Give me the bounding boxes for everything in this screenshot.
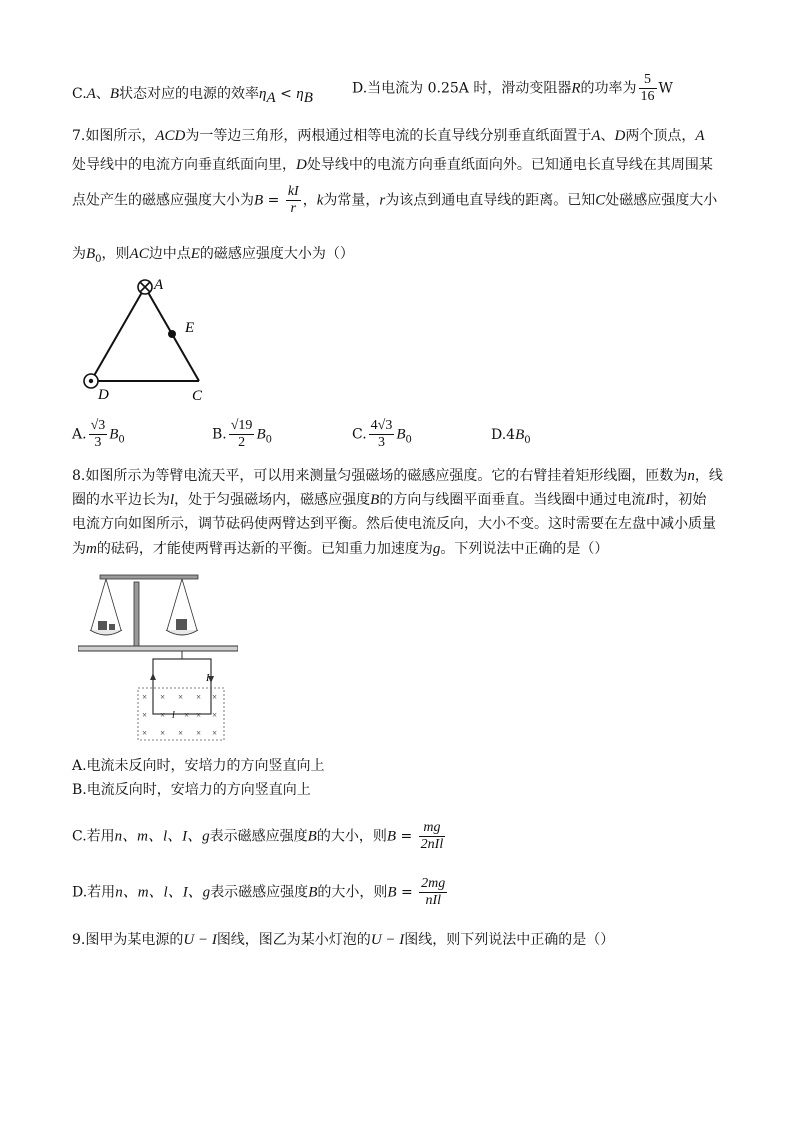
coil (153, 659, 211, 714)
svg-text:×: × (196, 710, 202, 720)
q7-line-1: 7.如图所示，ACD为一等边三角形，两根通过相等电流的长直导线分别垂直纸面置于A、D两个顶点，A (72, 128, 705, 144)
svg-text:×: × (178, 692, 184, 702)
side-ad (91, 287, 145, 381)
q8-line-3: 电流方向如图所示，调节砝码使两臂达到平衡。然后使电流反向，大小不变。这时需要在左盘中减小质量 (72, 516, 716, 532)
label-d: D (98, 387, 109, 403)
left-pan (90, 630, 122, 635)
current-into-page-icon (138, 280, 152, 294)
svg-text:×: × (160, 692, 166, 702)
svg-text:×: × (142, 692, 148, 702)
q8-option-b: B.电流反向时，安培力的方向竖直向上 (72, 782, 311, 798)
balance-beam (100, 575, 198, 579)
svg-text:×: × (160, 728, 166, 738)
q7-line-2: 处导线中的电流方向垂直纸面向里，D处导线中的电流方向垂直纸面向外。已知通电长直导线在其周围某 (72, 157, 713, 173)
coil-current-label: I (206, 673, 210, 684)
svg-text:×: × (212, 728, 218, 738)
q8-line-2: 圈的水平边长为l，处于匀强磁场内，磁感应强度B的方向与线圈平面垂直。当线圈中通过电流I时，初始 (72, 492, 707, 508)
right-weight (176, 619, 187, 630)
balance-base (78, 646, 238, 651)
q7-option-b: B. $\frac{√19}{2}$ $B_0$ (212, 418, 272, 450)
svg-text:×: × (196, 728, 202, 738)
label-a: A (154, 277, 164, 293)
q7-line-4: 为$B_0$，则AC边中点E的磁感应强度大小为（） (72, 246, 354, 265)
svg-text:×: × (142, 728, 148, 738)
q7-option-d: $D.4B_0$ (491, 427, 531, 446)
q7-option-c: C. $\frac{4√3}{3}$ $B_0$ (352, 418, 412, 450)
coil-length-label: l (172, 710, 175, 721)
q8-line-4: 为m的砝码，才能使两臂再达新的平衡。已知重力加速度为g。下列说法中正确的是（） (72, 541, 609, 557)
q8-option-c: C.若用n、m、l、I、g表示磁感应强度B的大小，则B = $\frac{mg}{\text{2nIl}}$ (72, 820, 444, 852)
q8-option-a: A.电流未反向时，安培力的方向竖直向上 (72, 758, 325, 774)
svg-text:×: × (160, 710, 166, 720)
label-e: E (185, 320, 195, 336)
svg-text:×: × (184, 710, 190, 720)
q7-line-3: 点处产生的磁感应强度大小为B = $\frac{kI}{r}$ ，k为常量，r为该点到通电直导线的距离。已知C处磁感应强度大小 (72, 184, 718, 216)
q8-option-d: D.若用n、m、l、I、g表示磁感应强度B的大小，则B = $\frac{2mg}{\text{nIl}}$ (72, 876, 446, 908)
point-e (168, 330, 176, 338)
svg-text:×: × (142, 710, 148, 720)
svg-text:×: × (212, 710, 218, 720)
q6-option-d: D.当电流为 0.25A 时，滑动变阻器R的功率为 $\frac{5}{16}$ W (352, 72, 673, 104)
q9-line-1: 9.图甲为某电源的U − I图线，图乙为某小灯泡的U − I图线，则下列说法中正确的是（） (72, 932, 615, 948)
q7-option-a: A. $\frac{√3}{3}$ $B_0$ (72, 418, 125, 450)
label-c: C (192, 388, 203, 404)
left-weight-2 (109, 624, 115, 630)
svg-text:×: × (196, 692, 202, 702)
current-out-of-page-icon (84, 374, 98, 388)
current-arrow-left (150, 673, 156, 680)
svg-text:×: × (212, 692, 218, 702)
q6-option-c: C.A、B状态对应的电源的效率$\eta_A < \eta_B$ (72, 86, 313, 106)
svg-text:×: × (178, 728, 184, 738)
left-weight-1 (98, 621, 107, 630)
q8-line-1: 8.如图所示为等臂电流天平，可以用来测量匀强磁场的磁感应强度。它的右臂挂着矩形线圈，匝数为n，线 (72, 468, 723, 484)
right-pan (166, 630, 198, 635)
balance-post (134, 582, 139, 646)
triangle-figure (76, 272, 226, 412)
current-balance-figure (78, 570, 238, 745)
